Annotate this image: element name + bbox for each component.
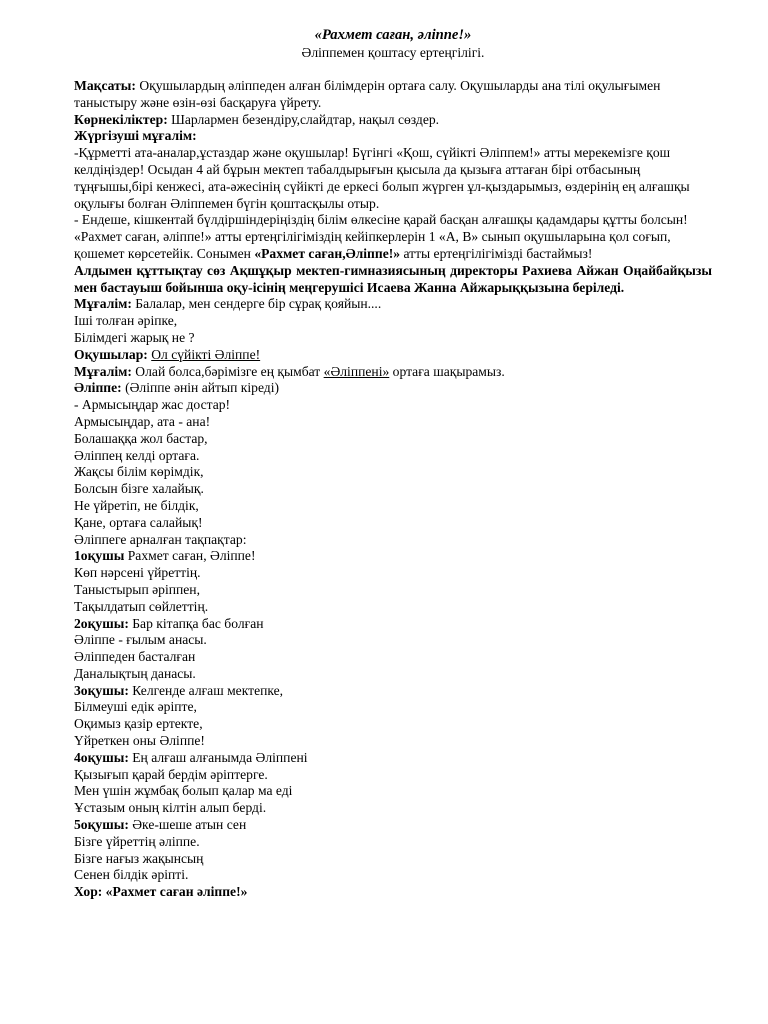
visual-aids-text: Шарлармен безендіру,слайдтар, нақыл сөздер. <box>167 111 440 127</box>
verse-line: Жақсы білім көрімдік, <box>74 464 204 480</box>
host-label: Жүргізуші мұғалім: <box>74 128 197 144</box>
verse-line: Әліппе - ғылым анасы. <box>74 632 207 648</box>
verse-line: Білмеуші едік әріпте, <box>74 699 197 715</box>
goal-paragraph <box>74 78 712 112</box>
document-title: «Рахмет саған, әліппе!» <box>314 27 472 43</box>
pupil-3-first-line: 3оқушы: Келгенде алғаш мектепке, <box>74 682 284 698</box>
goal-label: Мақсаты: <box>74 78 136 93</box>
pupils-answer: Оқушылар: Ол сүйікті Әліппе! <box>74 346 261 362</box>
alippe-underlined: «Әліппені» <box>323 363 390 379</box>
verse-line: Таныстырып әріппен, <box>74 581 200 597</box>
host-paragraph-2: - Ендеше, кішкентай бүлдіршіндеріңіздің білім өлкесіне қарай басқан алғашқы қадамдары құтты болсын! «Рахмет саған, әліппе!» атты ертеңгілігіміздің кейіпкерлерін 1 «А, В» сынып оқушыларына қол соғып, қошемет көрсетейік. Сонымен «Рахмет саған,Әліппе!» атты ертеңгілігімізді бастаймыз! <box>74 212 688 261</box>
verse-line: Сенен білдік әріпті. <box>74 867 189 883</box>
riddle-line-1: Іші толған әріпке, <box>74 313 178 329</box>
verse-line: Оқимыз қазір ертекте, <box>74 716 203 732</box>
pupil-1-first-line: 1оқушы Рахмет саған, Әліппе! <box>74 548 256 564</box>
verse-line: Көп нәрсені үйреттің. <box>74 565 201 581</box>
host-paragraph-1: -Құрметті ата-аналар,ұстаздар және оқушылар! Бүгінгі «Қош, сүйікті Әліппем!» атты мерекемізге қош келдіңіздер! Осыдан 4 ай бұрын мектеп табалдырығын қысыла да қызыға аттаған бірі отбасының тұңғышы,бірі кенжесі, ата-әжесінің сүйікті де еркесі болып жүрген ұл-қыздарымыз, өздерінің ең алғашқы оқулығы болған Әліппемен бүгін қоштасқылы отыр. <box>74 145 690 211</box>
verse-line: Не үйретіп, не білдік, <box>74 497 199 513</box>
verse-line: Болашаққа жол бастар, <box>74 430 208 446</box>
document-subtitle: Әліппемен қоштасу ертеңгілігі. <box>301 45 485 60</box>
teacher-invite: Мұғалім: Олай болса,бәрімізге ең қымбат «Әліппені» ортаға шақырамыз. <box>74 363 505 379</box>
verse-line: - Армысыңдар жас достар! <box>74 397 231 413</box>
visual-aids-label: Көрнекіліктер: <box>74 111 168 127</box>
choir-line: Хор: «Рахмет саған әліппе!» <box>74 884 248 900</box>
verse-line: Әліппеге арналған тақпақтар: <box>74 531 247 547</box>
pupil-4-first-line: 4оқушы: Ең алғаш алғанымда Әліппені <box>74 749 308 765</box>
verse-line: Әліппең келді ортаға. <box>74 447 200 463</box>
verse-line: Әліппеден басталған <box>74 649 196 665</box>
event-name: «Рахмет саған,Әліппе!» <box>254 245 401 261</box>
teacher-question: Мұғалім: Балалар, мен сендерге бір сұрақ қояйын.... <box>74 296 382 312</box>
verse-line: Болсын бізге халайық. <box>74 481 204 497</box>
verse-line: Бізге нағыз жақынсың <box>74 850 204 866</box>
verse-line: Армысыңдар, ата - ана! <box>74 413 211 429</box>
verse-line: Бізге үйреттің әліппе. <box>74 833 200 849</box>
verse-line: Үйреткен оны Әліппе! <box>74 733 205 749</box>
verse-line: Даналықтың данасы. <box>74 665 196 681</box>
alippe-entry: Әліппе: (Әліппе әнін айтып кіреді) <box>74 380 280 396</box>
verse-line: Мен үшін жұмбақ болып қалар ма еді <box>74 783 293 799</box>
verse-line: Ұстазым оның кілтін алып берді. <box>74 800 267 816</box>
greeting-paragraph: Алдымен құттықтау сөз Ақшұқыр мектеп-гимназиясының директоры Рахиева Айжан Оңайбайқызы мен бастауыш бойынша оқу-ісінің меңгерушісі Исаева Жанна Айжарыққызына беріледі. <box>74 262 712 295</box>
verse-line: Қызығып қарай бердім әріптерге. <box>74 766 268 782</box>
visual-aids-paragraph <box>74 112 712 129</box>
goal-text: Оқушылардың әліппеден алған білімдерін ортаға салу. Оқушыларды ана тілі оқулығымен таныстыру және өзін-өзі басқаруға үйрету. <box>74 78 661 110</box>
riddle-line-2: Білімдегі жарық не ? <box>74 329 195 345</box>
verse-line: Қане, ортаға салайық! <box>74 514 203 530</box>
verse-line: Тақылдатып сөйлеттің. <box>74 598 209 614</box>
pupil-2-first-line: 2оқушы: Бар кітапқа бас болған <box>74 615 264 631</box>
pupil-5-first-line: 5оқушы: Әке-шеше атын сен <box>74 817 247 833</box>
